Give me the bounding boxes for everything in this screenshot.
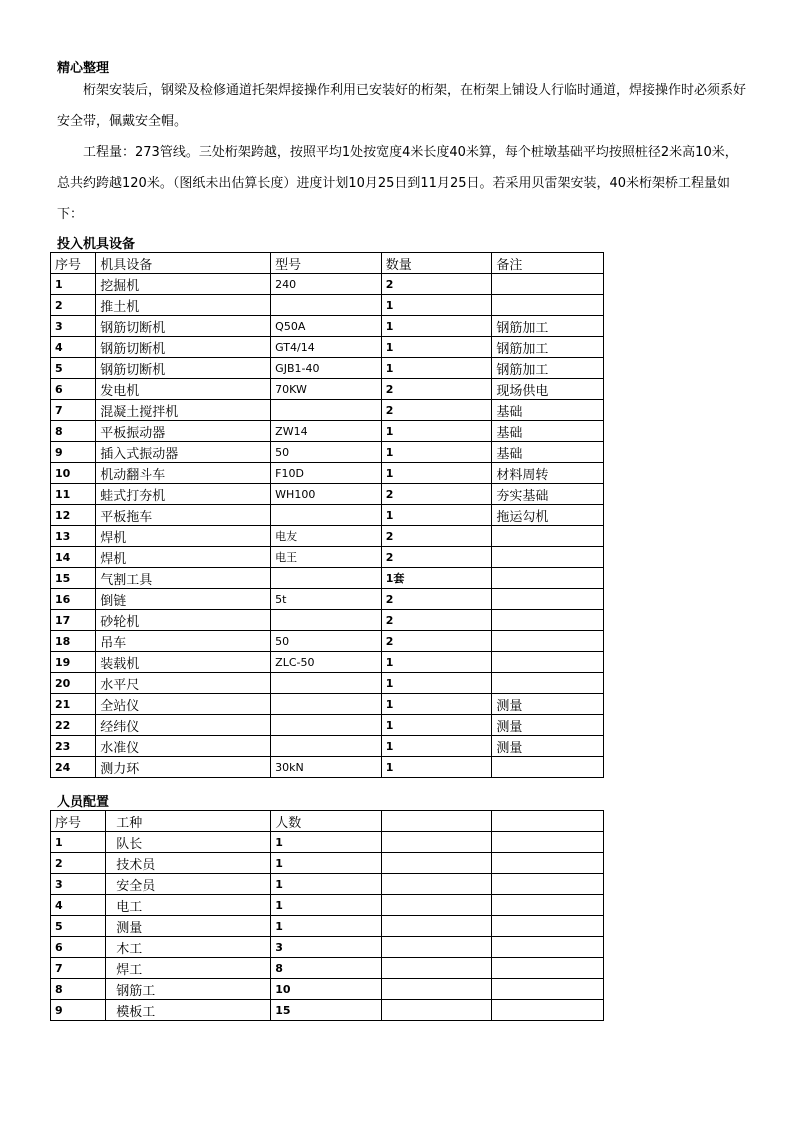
model-cell: [271, 610, 382, 631]
seq-cell: 13: [51, 526, 96, 547]
quantity-cell: 2: [381, 484, 492, 505]
equipment-name-cell: 插入式振动器: [96, 442, 271, 463]
job-type-cell: 测量: [106, 916, 271, 937]
equipment-name-cell: 砂轮机: [96, 610, 271, 631]
model-cell: 70KW: [271, 379, 382, 400]
document-heading: 精心整理: [57, 61, 110, 76]
equipment-name-cell: 发电机: [96, 379, 271, 400]
paragraph-truss-installation: 桁架安装后，钢梁及检修通道托架焊接操作利用已安装好的桁架，在桁架上铺设人行临时通道，焊接操作时必须系好安全带，佩戴安全帽。: [57, 83, 747, 129]
quantity-cell: 1: [381, 505, 492, 526]
quantity-cell: 1: [381, 736, 492, 757]
table-row: [51, 736, 604, 757]
seq-cell: 3: [51, 316, 96, 337]
remark-cell: 钢筋加工: [492, 316, 604, 337]
quantity-cell: 2: [381, 400, 492, 421]
job-type-cell: 电工: [106, 895, 271, 916]
table-row: [51, 379, 604, 400]
remark-cell: 基础: [492, 400, 604, 421]
quantity-cell: 2: [381, 631, 492, 652]
equipment-name-cell: 机具设备: [96, 253, 271, 274]
table-row: [51, 652, 604, 673]
seq-cell: 5: [51, 358, 96, 379]
remark-cell: 备注: [492, 253, 604, 274]
remark-cell: 钢筋加工: [492, 358, 604, 379]
quantity-cell: 1: [381, 757, 492, 778]
headcount-cell: 1: [271, 874, 382, 895]
seq-cell: 7: [51, 400, 96, 421]
empty-cell: [492, 895, 604, 916]
headcount-cell: 8: [271, 958, 382, 979]
quantity-cell: 1: [381, 337, 492, 358]
quantity-cell: 2: [381, 274, 492, 295]
remark-cell: [492, 673, 604, 694]
seq-cell: 21: [51, 694, 96, 715]
model-cell: [271, 694, 382, 715]
equipment-table: [50, 252, 604, 778]
headcount-cell: 15: [271, 1000, 382, 1021]
empty-cell: [492, 832, 604, 853]
quantity-cell: 1: [381, 358, 492, 379]
seq-cell: 10: [51, 463, 96, 484]
equipment-name-cell: 全站仪: [96, 694, 271, 715]
empty-cell: [381, 811, 492, 832]
quantity-cell: 1: [381, 295, 492, 316]
table-row: [51, 463, 604, 484]
equipment-name-cell: 气割工具: [96, 568, 271, 589]
table-row: [51, 547, 604, 568]
model-cell: [271, 568, 382, 589]
empty-cell: [492, 979, 604, 1000]
table-row: [51, 400, 604, 421]
empty-cell: [381, 1000, 492, 1021]
table-row: [51, 979, 604, 1000]
table-row: [51, 421, 604, 442]
seq-cell: 23: [51, 736, 96, 757]
equipment-name-cell: 混凝土搅拌机: [96, 400, 271, 421]
seq-cell: 12: [51, 505, 96, 526]
seq-cell: 序号: [51, 811, 106, 832]
table-row: [51, 916, 604, 937]
quantity-cell: 1: [381, 316, 492, 337]
equipment-name-cell: 推土机: [96, 295, 271, 316]
equipment-name-cell: 蛙式打夯机: [96, 484, 271, 505]
seq-cell: 20: [51, 673, 96, 694]
quantity-cell: 1套: [381, 568, 492, 589]
remark-cell: 钢筋加工: [492, 337, 604, 358]
table-row: [51, 715, 604, 736]
model-cell: 30kN: [271, 757, 382, 778]
equipment-name-cell: 钢筋切断机: [96, 316, 271, 337]
remark-cell: [492, 274, 604, 295]
quantity-cell: 1: [381, 442, 492, 463]
quantity-cell: 2: [381, 547, 492, 568]
headcount-cell: 1: [271, 832, 382, 853]
equipment-name-cell: 经纬仪: [96, 715, 271, 736]
model-cell: GT4/14: [271, 337, 382, 358]
remark-cell: 拖运勾机: [492, 505, 604, 526]
empty-cell: [381, 895, 492, 916]
quantity-cell: 2: [381, 379, 492, 400]
remark-cell: [492, 295, 604, 316]
header-row: [51, 811, 604, 832]
remark-cell: [492, 652, 604, 673]
empty-cell: [492, 811, 604, 832]
equipment-name-cell: 焊机: [96, 526, 271, 547]
empty-cell: [381, 853, 492, 874]
equipment-name-cell: 钢筋切断机: [96, 358, 271, 379]
headcount-cell: 3: [271, 937, 382, 958]
table-row: [51, 274, 604, 295]
quantity-cell: 1: [381, 652, 492, 673]
remark-cell: 测量: [492, 694, 604, 715]
remark-cell: 基础: [492, 442, 604, 463]
remark-cell: 材料周转: [492, 463, 604, 484]
quantity-cell: 2: [381, 526, 492, 547]
seq-cell: 22: [51, 715, 96, 736]
table-row: [51, 316, 604, 337]
remark-cell: [492, 568, 604, 589]
equipment-table-caption: 投入机具设备: [57, 237, 136, 252]
headcount-cell: 人数: [271, 811, 382, 832]
quantity-cell: 1: [381, 715, 492, 736]
table-row: [51, 505, 604, 526]
quantity-cell: 2: [381, 610, 492, 631]
table-row: [51, 853, 604, 874]
empty-cell: [492, 937, 604, 958]
remark-cell: [492, 610, 604, 631]
table-row: [51, 757, 604, 778]
remark-cell: 测量: [492, 736, 604, 757]
seq-cell: 4: [51, 895, 106, 916]
seq-cell: 5: [51, 916, 106, 937]
job-type-cell: 模板工: [106, 1000, 271, 1021]
seq-cell: 17: [51, 610, 96, 631]
remark-cell: 基础: [492, 421, 604, 442]
model-cell: 50: [271, 631, 382, 652]
remark-cell: [492, 757, 604, 778]
table-row: [51, 295, 604, 316]
paragraph-quantities: 工程量：273管线。三处桁架跨越，按照平均1处按宽度4米长度40米算，每个桩墩基础平均按照桩径2米高10米，总共约跨越120米。（图纸未出估算长度）进度计划10月25日到11月25日。若采用贝雷架安装，40米桁架桥工程量如下：: [57, 145, 738, 222]
quantity-cell: 1: [381, 694, 492, 715]
seq-cell: 6: [51, 937, 106, 958]
seq-cell: 6: [51, 379, 96, 400]
table-row: [51, 442, 604, 463]
model-cell: F10D: [271, 463, 382, 484]
empty-cell: [492, 916, 604, 937]
model-cell: 240: [271, 274, 382, 295]
quantity-cell: 数量: [381, 253, 492, 274]
job-type-cell: 技术员: [106, 853, 271, 874]
headcount-cell: 1: [271, 916, 382, 937]
table-row: [51, 1000, 604, 1021]
remark-cell: [492, 631, 604, 652]
seq-cell: 15: [51, 568, 96, 589]
seq-cell: 14: [51, 547, 96, 568]
table-row: [51, 358, 604, 379]
model-cell: [271, 673, 382, 694]
table-row: [51, 895, 604, 916]
seq-cell: 4: [51, 337, 96, 358]
equipment-name-cell: 装载机: [96, 652, 271, 673]
headcount-cell: 10: [271, 979, 382, 1000]
model-cell: [271, 400, 382, 421]
empty-cell: [381, 979, 492, 1000]
remark-cell: 夯实基础: [492, 484, 604, 505]
seq-cell: 19: [51, 652, 96, 673]
equipment-name-cell: 钢筋切断机: [96, 337, 271, 358]
job-type-cell: 工种: [106, 811, 271, 832]
model-cell: [271, 736, 382, 757]
remark-cell: [492, 547, 604, 568]
seq-cell: 9: [51, 442, 96, 463]
equipment-name-cell: 挖掘机: [96, 274, 271, 295]
model-cell: [271, 715, 382, 736]
equipment-name-cell: 水准仪: [96, 736, 271, 757]
job-type-cell: 焊工: [106, 958, 271, 979]
staff-table-caption: 人员配置: [57, 795, 110, 810]
header-row: [51, 253, 604, 274]
remark-cell: [492, 526, 604, 547]
seq-cell: 1: [51, 832, 106, 853]
job-type-cell: 钢筋工: [106, 979, 271, 1000]
seq-cell: 序号: [51, 253, 96, 274]
model-cell: GJB1-40: [271, 358, 382, 379]
quantity-cell: 1: [381, 463, 492, 484]
table-row: [51, 694, 604, 715]
seq-cell: 3: [51, 874, 106, 895]
seq-cell: 9: [51, 1000, 106, 1021]
model-cell: [271, 505, 382, 526]
model-cell: ZLC-50: [271, 652, 382, 673]
table-row: [51, 631, 604, 652]
seq-cell: 2: [51, 853, 106, 874]
model-cell: 电王: [271, 547, 382, 568]
job-type-cell: 队长: [106, 832, 271, 853]
empty-cell: [492, 853, 604, 874]
equipment-name-cell: 测力环: [96, 757, 271, 778]
model-cell: 50: [271, 442, 382, 463]
remark-cell: 现场供电: [492, 379, 604, 400]
table-row: [51, 610, 604, 631]
table-row: [51, 937, 604, 958]
model-cell: 型号: [271, 253, 382, 274]
table-row: [51, 958, 604, 979]
table-row: [51, 526, 604, 547]
table-row: [51, 673, 604, 694]
model-cell: Q50A: [271, 316, 382, 337]
remark-cell: [492, 589, 604, 610]
empty-cell: [492, 1000, 604, 1021]
quantity-cell: 1: [381, 421, 492, 442]
seq-cell: 1: [51, 274, 96, 295]
empty-cell: [381, 874, 492, 895]
table-row: [51, 832, 604, 853]
model-cell: 5t: [271, 589, 382, 610]
empty-cell: [381, 937, 492, 958]
seq-cell: 24: [51, 757, 96, 778]
equipment-name-cell: 吊车: [96, 631, 271, 652]
job-type-cell: 安全员: [106, 874, 271, 895]
job-type-cell: 木工: [106, 937, 271, 958]
model-cell: WH100: [271, 484, 382, 505]
seq-cell: 16: [51, 589, 96, 610]
seq-cell: 8: [51, 421, 96, 442]
empty-cell: [381, 958, 492, 979]
empty-cell: [492, 958, 604, 979]
table-row: [51, 484, 604, 505]
table-row: [51, 337, 604, 358]
quantity-cell: 1: [381, 673, 492, 694]
model-cell: [271, 295, 382, 316]
table-row: [51, 589, 604, 610]
seq-cell: 11: [51, 484, 96, 505]
headcount-cell: 1: [271, 853, 382, 874]
seq-cell: 8: [51, 979, 106, 1000]
table-row: [51, 874, 604, 895]
seq-cell: 18: [51, 631, 96, 652]
quantity-cell: 2: [381, 589, 492, 610]
remark-cell: 测量: [492, 715, 604, 736]
seq-cell: 7: [51, 958, 106, 979]
model-cell: ZW14: [271, 421, 382, 442]
table-row: [51, 568, 604, 589]
empty-cell: [381, 916, 492, 937]
empty-cell: [492, 874, 604, 895]
equipment-name-cell: 倒链: [96, 589, 271, 610]
seq-cell: 2: [51, 295, 96, 316]
model-cell: 电友: [271, 526, 382, 547]
equipment-name-cell: 平板振动器: [96, 421, 271, 442]
equipment-name-cell: 水平尺: [96, 673, 271, 694]
staff-table: [50, 810, 604, 1021]
equipment-name-cell: 平板拖车: [96, 505, 271, 526]
empty-cell: [381, 832, 492, 853]
equipment-name-cell: 焊机: [96, 547, 271, 568]
equipment-name-cell: 机动翻斗车: [96, 463, 271, 484]
headcount-cell: 1: [271, 895, 382, 916]
